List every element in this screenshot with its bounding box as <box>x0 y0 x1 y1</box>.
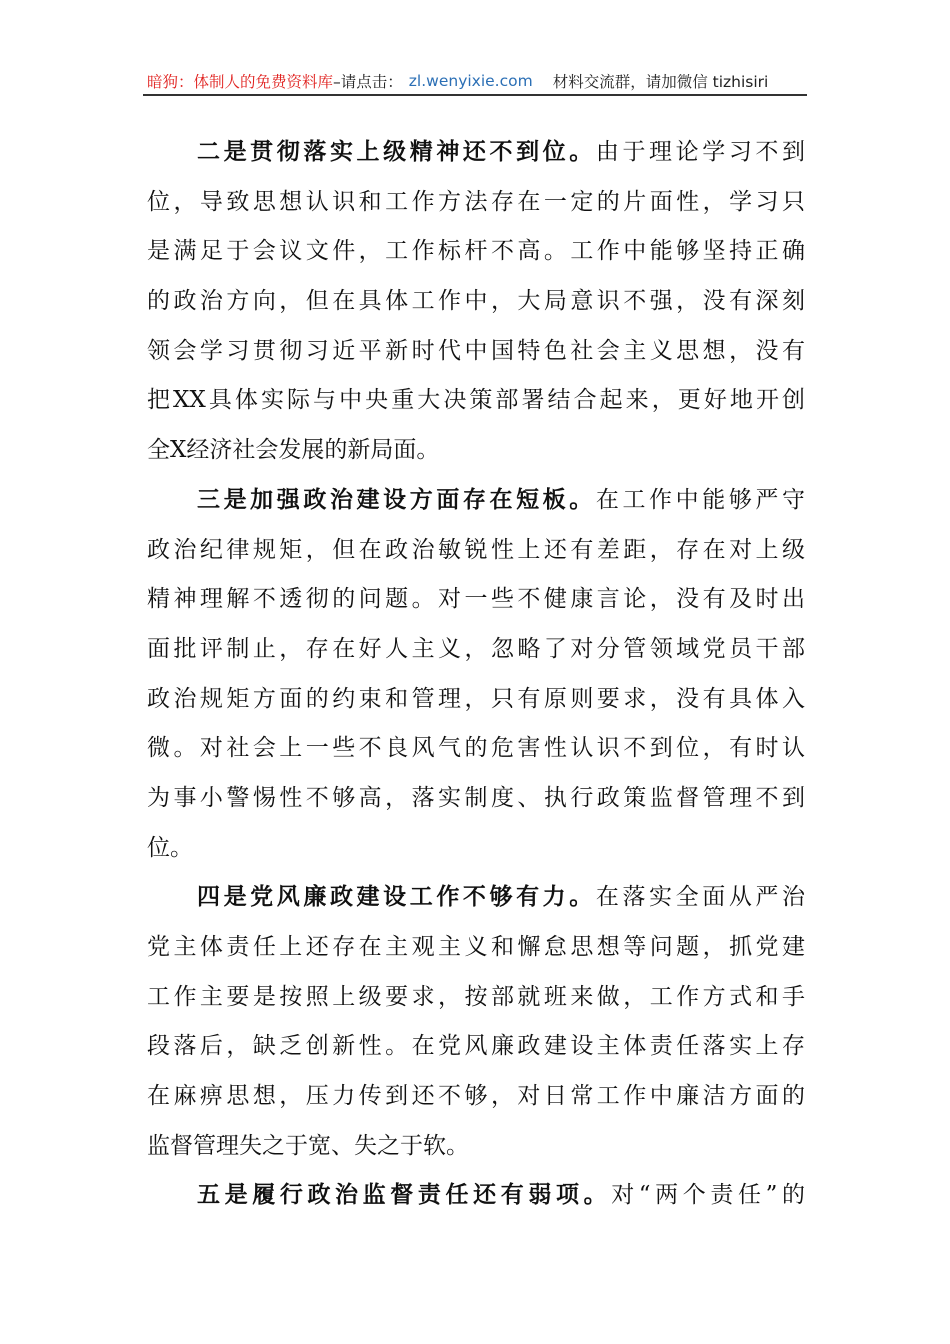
text-line <box>147 426 805 476</box>
text-line <box>147 824 805 874</box>
text-line <box>147 724 805 774</box>
text-line <box>147 227 805 277</box>
text-line <box>147 277 805 327</box>
line-text: 位。 <box>147 834 193 861</box>
paragraph <box>147 873 805 1171</box>
header-brand: 暗狗：体制人的免费资料库 <box>147 73 334 91</box>
line-text: 政治规矩方面的约束和管理，只有原则要求，没有具体入 <box>147 685 805 712</box>
text-line <box>147 476 805 526</box>
paragraph <box>147 476 805 874</box>
header-link[interactable]: zl.wenyixie.com <box>408 72 533 90</box>
text-line <box>147 178 805 228</box>
text-line <box>147 128 805 178</box>
page-header <box>147 68 805 94</box>
text-line <box>147 575 805 625</box>
text-line <box>147 526 805 576</box>
text-line <box>147 923 805 973</box>
document-body <box>147 128 805 1221</box>
text-line <box>147 774 805 824</box>
line-text: 党主体责任上还存在主观主义和懈怠思想等问题，抓党建 <box>147 934 805 960</box>
text-line <box>147 675 805 725</box>
paragraph <box>147 1171 805 1221</box>
header-prompt: –请点击： <box>333 73 403 91</box>
text-line <box>147 625 805 675</box>
text-line <box>147 973 805 1023</box>
line-text: 精神理解不透彻的问题。对一些不健康言论，没有及时出 <box>147 586 805 613</box>
header-divider <box>143 94 807 96</box>
line-text: 在落实全面从严治 <box>595 884 805 911</box>
line-text: 的政治方向，但在具体工作中，大局意识不强，没有深刻 <box>147 288 805 315</box>
paragraph-lead: 四是党风廉政建设工作不够有力。 <box>197 884 596 911</box>
paragraph-lead: 五是履行政治监督责任还有弱项。 <box>197 1182 612 1209</box>
text-line <box>147 376 805 426</box>
line-text: 为事小警惕性不够高，落实制度、执行政策监督管理不到 <box>147 784 805 811</box>
header-contact: 材料交流群，请加微信 tizhisiri <box>552 73 769 91</box>
text-line <box>147 1171 805 1221</box>
text-line <box>147 873 805 923</box>
text-line <box>147 1022 805 1072</box>
paragraph <box>147 128 805 476</box>
line-text: 领会学习贯彻习近平新时代中国特色社会主义思想，没有 <box>147 337 805 364</box>
line-text: 在工作中能够严守 <box>595 486 805 513</box>
line-text: 在麻痹思想，压力传到还不够，对日常工作中廉洁方面的 <box>147 1083 805 1110</box>
line-text: 对“两个责任”的 <box>611 1182 805 1209</box>
line-text: 段落后，缺乏创新性。在党风廉政建设主体责任落实上存 <box>147 1033 805 1060</box>
line-text: 由于理论学习不到 <box>595 139 805 165</box>
line-text: 面批评制止，存在好人主义，忽略了对分管领域党员干部 <box>147 635 805 662</box>
line-text: 政治纪律规矩，但在政治敏锐性上还有差距，存在对上级 <box>147 536 805 563</box>
line-text: 把XX具体实际与中央重大决策部署结合起来，更好地开创 <box>147 387 805 414</box>
paragraph-lead: 二是贯彻落实上级精神还不到位。 <box>197 139 596 165</box>
text-line <box>147 1072 805 1122</box>
paragraph-lead: 三是加强政治建设方面存在短板。 <box>197 486 596 513</box>
line-text: 监督管理失之于宽、失之于软。 <box>147 1132 469 1159</box>
text-line <box>147 1122 805 1172</box>
line-text: 是满足于会议文件，工作标杆不高。工作中能够坚持正确 <box>147 238 805 265</box>
line-text: 位，导致思想认识和工作方法存在一定的片面性，学习只 <box>147 188 805 215</box>
text-line <box>147 327 805 377</box>
line-text: 微。对社会上一些不良风气的危害性认识不到位，有时认 <box>147 735 805 762</box>
line-text: 工作主要是按照上级要求，按部就班来做，工作方式和手 <box>147 983 805 1010</box>
line-text: 全X经济社会发展的新局面。 <box>147 437 440 464</box>
